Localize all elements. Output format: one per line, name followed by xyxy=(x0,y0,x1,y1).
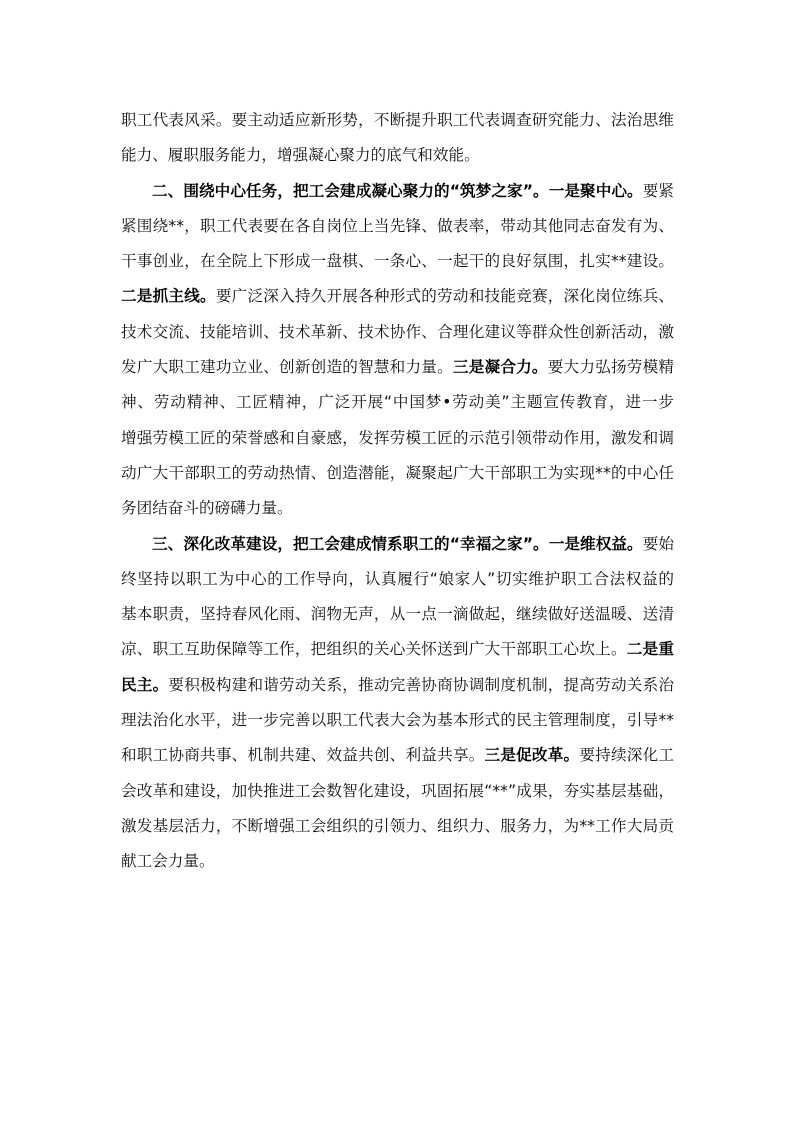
section-two-heading: 二、围绕中心任务，把工会建成凝心聚力的“筑梦之家”。一是聚中心。 xyxy=(152,181,643,200)
p3-point-three: 三是促改革。 xyxy=(484,746,580,765)
p2-line-5: 技术交流、技能培训、技术革新、技术协作、合理化建议等群众性创新活动，激 xyxy=(121,322,674,341)
p2-line-3: 干事创业，在全院上下形成一盘棋、一条心、一起干的良好氛围，扎实**建设。 xyxy=(121,252,674,271)
p3-line-1 xyxy=(121,527,674,562)
p2-line-6 xyxy=(121,350,674,385)
p3-line-2: 终坚持以职工为中心的工作导向，认真履行“娘家人”切实维护职工合法权益的 xyxy=(121,569,674,588)
p3-line-1-text: 要始 xyxy=(642,534,674,553)
p2-line-9: 动广大干部职工的劳动热情、创造潜能，凝聚起广大干部职工为实现**的中心任 xyxy=(121,463,674,482)
p1-line-2: 能力、履职服务能力，增强凝心聚力的底气和效能。 xyxy=(121,146,480,165)
p2-line-10: 务团结奋斗的磅礴力量。 xyxy=(121,499,293,518)
p2-line-4 xyxy=(121,279,674,314)
p3-line-4-text: 凉、职工互助保障等工作，把组织的关心关怀送到广大干部职工心坎上。 xyxy=(121,640,627,659)
p3-point-two-end: 民主。 xyxy=(121,675,169,694)
p3-line-10: 献工会力量。 xyxy=(121,852,215,871)
p1-line-1: 职工代表风采。要主动适应新形势，不断提升职工代表调查研究能力、法治思维 xyxy=(121,111,674,129)
p3-line-5-text: 要积极构建和谐劳动关系，推动完善协商协调制度机制，提高劳动关系治 xyxy=(168,675,674,694)
p2-line-1-text: 要紧 xyxy=(642,181,674,200)
p2-line-2: 紧围绕**，职工代表要在各自岗位上当先锋、做表率，带动其他同志奋发有为、 xyxy=(121,216,674,235)
p2-line-6-text-2: 要大力弘扬劳模精 xyxy=(547,358,674,377)
p2-point-two: 二是抓主线。 xyxy=(121,287,216,306)
p3-line-6: 理法治化水平，进一步完善以职工代表大会为基本形式的民主管理制度，引导** xyxy=(121,711,674,730)
p3-line-7-text-2: 要持续深化工 xyxy=(579,746,674,765)
p2-line-7: 神、劳动精神、工匠精神，广泛开展“中国梦•劳动美”主题宣传教育，进一步 xyxy=(121,393,674,412)
p3-line-3: 基本职责，坚持春风化雨、润物无声，从一点一滴做起，继续做好送温暖、送清 xyxy=(121,605,674,624)
p2-line-6-text: 发广大职工建功立业、创新创造的智慧和力量。 xyxy=(121,358,453,377)
p3-line-4 xyxy=(121,632,674,667)
p3-line-9: 激发基层活力，不断增强工会组织的引领力、组织力、服务力，为**工作大局贡 xyxy=(121,816,674,835)
p2-line-4-text: 要广泛深入持久开展各种形式的劳动和技能竞赛，深化岗位练兵、 xyxy=(215,287,674,306)
section-three-heading: 三、深化改革建设，把工会建成情系职工的“幸福之家”。一是维权益。 xyxy=(152,534,643,553)
p3-line-5 xyxy=(121,668,674,703)
p2-line-8: 增强劳模工匠的荣誉感和自豪感，发挥劳模工匠的示范引领带动作用，激发和调 xyxy=(121,428,674,447)
document-body xyxy=(121,103,674,880)
p3-line-7 xyxy=(121,738,674,773)
p3-line-8: 会改革和建设，加快推进工会数智化建设，巩固拓展“**”成果，夯实基层基础， xyxy=(121,781,674,800)
p2-line-1 xyxy=(121,174,674,209)
p2-point-three: 三是凝合力。 xyxy=(452,358,548,377)
p3-point-two-start: 二是重 xyxy=(626,640,674,659)
p3-line-7-text: 和职工协商共事、机制共建、效益共创、利益共享。 xyxy=(121,746,485,765)
